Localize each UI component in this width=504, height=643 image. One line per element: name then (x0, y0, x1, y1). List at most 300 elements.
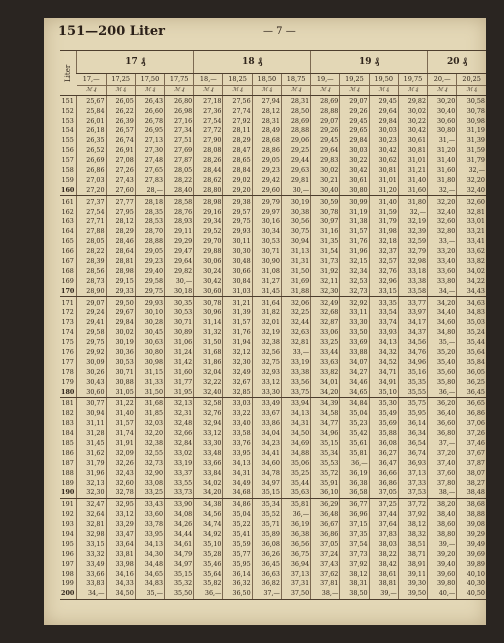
price-cell: 33,19 (281, 357, 310, 367)
liter-cell: 165 (61, 237, 74, 246)
price-cell: 28,98 (106, 266, 135, 276)
price-cell: 27,36 (194, 106, 223, 116)
price-cell: 30,53 (106, 357, 135, 367)
table-row (60, 357, 486, 367)
price-cell: 36,74 (398, 448, 427, 458)
price-cell: 27,72 (194, 126, 223, 136)
price-cell: 34,20 (194, 488, 223, 498)
liter-cell: 181 (61, 399, 74, 408)
price-cell: 34,65 (340, 387, 369, 397)
table-row (60, 296, 486, 307)
price-cell: 37,31 (281, 579, 310, 589)
price-cell: 35,25 (281, 468, 310, 478)
price-cell: 40,10 (457, 569, 486, 579)
price-cell: 35,16 (398, 367, 427, 377)
price-cell: 34,20 (428, 296, 457, 307)
price-cell: 33,60 (428, 266, 457, 276)
price-cell: 27,54 (194, 116, 223, 126)
price-cell: 38,12 (398, 519, 427, 529)
price-cell: 36,96 (340, 510, 369, 520)
price-cell: 34,79 (165, 549, 194, 559)
price-cell: 31,80 (428, 175, 457, 185)
price-cell: 34,78 (252, 468, 281, 478)
price-cell: 30,22 (340, 155, 369, 165)
price-cell: 30,53 (165, 308, 194, 318)
price-column-header: 18,25 (223, 74, 252, 86)
price-cell: 28,70 (135, 227, 164, 237)
price-cell: 30,26 (77, 367, 106, 377)
price-cell: 26,57 (106, 126, 135, 136)
price-cell: 29,58 (77, 327, 106, 337)
price-cell: 30,45 (135, 327, 164, 337)
price-cell: 36,25 (457, 377, 486, 387)
price-cell: 29,29 (165, 236, 194, 246)
table-row (60, 286, 486, 296)
price-cell: 35,23 (340, 419, 369, 429)
price-cell: 26,39 (106, 116, 135, 126)
price-cell: 37,67 (457, 448, 486, 458)
price-cell: 35,50 (165, 589, 194, 599)
price-cell: 33,25 (311, 337, 340, 347)
liter-cell: 174 (61, 328, 74, 337)
price-cell: 33,82 (457, 256, 486, 266)
price-cell: 33,66 (194, 458, 223, 468)
liter-cell: 157 (61, 156, 74, 165)
price-cell: 34,56 (398, 337, 427, 347)
price-cell: 27,92 (223, 116, 252, 126)
price-cell: 26,69 (77, 155, 106, 165)
table-row (60, 106, 486, 116)
price-cell: 30,97 (311, 217, 340, 227)
price-cell: 28,88 (281, 126, 310, 136)
liter-cell: 184 (61, 429, 74, 438)
price-cell: 28,73 (77, 276, 106, 286)
price-cell: 38,32 (398, 529, 427, 539)
price-cell: 33,20 (428, 246, 457, 256)
price-cell: 29,26 (340, 106, 369, 116)
price-cell: 26,80 (165, 96, 194, 106)
price-cell: 30,03 (369, 126, 398, 136)
price-cell: 30,30 (223, 246, 252, 256)
price-cell: 39,69 (457, 549, 486, 559)
price-cell: 30,60 (428, 116, 457, 126)
price-cell: 31,50 (281, 266, 310, 276)
price-cell: 31,20 (428, 145, 457, 155)
price-cell: 36,27 (369, 448, 398, 458)
liter-cell: 152 (61, 106, 74, 115)
price-cell: 30,77 (77, 397, 106, 408)
price-cell: 29,58 (135, 276, 164, 286)
price-cell: 31,57 (106, 419, 135, 429)
price-cell: 27,74 (223, 106, 252, 116)
price-cell: 30,94 (77, 409, 106, 419)
price-cell: 27,18 (194, 96, 223, 106)
table-row (60, 236, 486, 246)
liter-cell: 173 (61, 318, 74, 327)
price-cell: 34,61 (165, 539, 194, 549)
price-cell: 33,95 (223, 448, 252, 458)
price-cell: 36,86 (311, 529, 340, 539)
price-cell: 27,08 (106, 155, 135, 165)
price-cell: 32,80 (428, 227, 457, 237)
price-cell: 31,96 (77, 468, 106, 478)
price-cell: 30,02 (106, 327, 135, 337)
price-cell: 37,05 (369, 488, 398, 498)
unit-label: ℳ ₰ (398, 86, 427, 96)
price-cell: 37,54 (340, 539, 369, 549)
price-cell: 37,44 (369, 510, 398, 520)
price-cell: 34,08 (165, 510, 194, 520)
price-cell: 29,15 (106, 276, 135, 286)
price-cell: 36,60 (428, 419, 457, 429)
price-cell: 32,63 (281, 327, 310, 337)
price-cell: 34,88 (281, 448, 310, 458)
unit-label: ℳ ₰ (428, 86, 457, 96)
price-cell: 34,02 (194, 478, 223, 488)
price-cell: 35,84 (457, 357, 486, 367)
price-cell: 33,98 (106, 559, 135, 569)
price-cell: 28,53 (135, 217, 164, 227)
price-cell: 27,48 (135, 155, 164, 165)
liter-cell: 177 (61, 357, 74, 366)
price-cell: 33,15 (369, 286, 398, 296)
price-cell: 35,95 (398, 409, 427, 419)
price-cell: 35,88 (369, 428, 398, 438)
table-row (60, 207, 486, 217)
price-cell: 35,06 (281, 458, 310, 468)
price-cell: 34,44 (165, 529, 194, 539)
price-cell: 32,98 (398, 256, 427, 266)
price-cell: 31,15 (135, 367, 164, 377)
price-cell: 35,80 (428, 377, 457, 387)
price-cell: 30,42 (194, 276, 223, 286)
price-cell: 38,88 (457, 510, 486, 520)
price-cell: 37,50 (281, 589, 310, 599)
price-cell: 32,31 (165, 409, 194, 419)
price-cell: 37,64 (369, 519, 398, 529)
price-cell: 34,38 (194, 498, 223, 509)
unit-label: ℳ ₰ (77, 86, 106, 96)
price-cell: 28,47 (223, 145, 252, 155)
price-cell: 31,79 (457, 155, 486, 165)
price-cell: 31,88 (281, 286, 310, 296)
price-cell: 35,15 (252, 488, 281, 498)
price-cell: 33,29 (106, 519, 135, 529)
price-cell: 29,45 (340, 116, 369, 126)
price-cell: 28,29 (223, 136, 252, 146)
price-cell: 29,64 (165, 256, 194, 266)
price-cell: 35,46 (194, 559, 223, 569)
price-cell: 28,— (135, 185, 164, 195)
price-cell: 38,42 (369, 559, 398, 569)
price-group-header: 17 ₰ (77, 51, 194, 74)
price-cell: 33,54 (369, 308, 398, 318)
price-cell: 36,32 (223, 579, 252, 589)
price-cell: 30,40 (311, 185, 340, 195)
price-cell: 29,75 (223, 217, 252, 227)
price-cell: 32,57 (369, 256, 398, 266)
price-column-header: 20,25 (457, 74, 486, 86)
price-cell: 32,98 (77, 529, 106, 539)
price-cell: 34,96 (311, 428, 340, 438)
price-cell: 29,84 (340, 136, 369, 146)
price-cell: 37,13 (281, 569, 310, 579)
price-cell: 30,78 (194, 296, 223, 307)
price-cell: 34,04 (252, 428, 281, 438)
table-row (60, 246, 486, 256)
price-cell: 32,20 (457, 175, 486, 185)
price-cell: 28,69 (311, 96, 340, 106)
price-cell: 29,81 (281, 175, 310, 185)
price-cell: 30,42 (369, 145, 398, 155)
price-cell: 31,60 (398, 185, 427, 195)
price-cell: 33,74 (369, 318, 398, 328)
price-cell: 38,07 (457, 468, 486, 478)
price-cell: 27,69 (165, 145, 194, 155)
price-cell: 29,05 (135, 246, 164, 256)
price-cell: 34,46 (340, 377, 369, 387)
price-cell: 26,74 (106, 136, 135, 146)
price-cell: 37,15 (340, 519, 369, 529)
price-cell: 31,33 (135, 377, 164, 387)
price-cell: 37,06 (457, 419, 486, 429)
price-cell: 36,38 (281, 529, 310, 539)
price-cell: 30,23 (369, 136, 398, 146)
price-cell: 34,56 (194, 510, 223, 520)
liter-cell: 188 (61, 468, 74, 477)
price-cell: 34,83 (457, 308, 486, 318)
price-cell: 32,78 (106, 488, 135, 498)
table-row (60, 116, 486, 126)
price-cell: 33,— (281, 347, 310, 357)
price-cell: 32,87 (311, 318, 340, 328)
price-cell: 28,46 (106, 236, 135, 246)
price-cell: 33,58 (223, 428, 252, 438)
price-cell: 31,76 (223, 327, 252, 337)
price-cell: 35,03 (457, 318, 486, 328)
price-cell: 31,60 (428, 165, 457, 175)
price-cell: 32,43 (106, 468, 135, 478)
table-row (60, 579, 486, 589)
price-cell: 28,12 (252, 106, 281, 116)
price-cell: 37,53 (398, 488, 427, 498)
price-cell: 36,94 (281, 559, 310, 569)
price-cell: 28,64 (106, 246, 135, 256)
liter-cell: 190 (60, 488, 77, 498)
price-cell: 29,92 (77, 347, 106, 357)
unit-label: ℳ ₰ (311, 86, 340, 96)
price-cell: 32,06 (281, 296, 310, 307)
price-cell: 31,76 (340, 236, 369, 246)
price-cell: 35,22 (223, 519, 252, 529)
price-cell: 28,35 (135, 207, 164, 217)
price-cell: 32,48 (165, 419, 194, 429)
price-cell: 33,15 (77, 539, 106, 549)
price-cell: 37,62 (311, 569, 340, 579)
price-cell: 28,39 (77, 256, 106, 266)
price-cell: 32,59 (398, 236, 427, 246)
price-cell: 30,06 (194, 256, 223, 266)
price-cell: 29,93 (223, 227, 252, 237)
price-cell: 30,19 (106, 337, 135, 347)
price-cell: 33,06 (311, 327, 340, 337)
table-row (60, 318, 486, 328)
price-cell: 30,02 (398, 106, 427, 116)
price-cell: 33,97 (398, 308, 427, 318)
table-row (60, 347, 486, 357)
table-row (60, 276, 486, 286)
price-cell: 34,13 (369, 337, 398, 347)
price-cell: 29,26 (311, 126, 340, 136)
price-cell: 35,15 (311, 438, 340, 448)
price-cell: 33,80 (428, 276, 457, 286)
price-cell: 36,05 (457, 367, 486, 377)
table-row (60, 377, 486, 387)
table-row (60, 448, 486, 458)
table-row (60, 428, 486, 438)
liter-cell: 161 (61, 197, 74, 206)
price-cell: 29,50 (106, 296, 135, 307)
price-cell: 37,43 (311, 559, 340, 569)
price-cell: 32,30 (223, 357, 252, 367)
price-cell: 33,49 (77, 559, 106, 569)
price-cell: 36,65 (457, 397, 486, 408)
liter-cell: 197 (61, 559, 74, 568)
price-cell: 31,73 (311, 256, 340, 266)
price-cell: 38,22 (369, 549, 398, 559)
price-cell: 31,42 (165, 357, 194, 367)
price-cell: 32,67 (223, 377, 252, 387)
price-cell: 31,80 (398, 195, 427, 206)
price-header-row (60, 74, 486, 86)
price-cell: 32,— (398, 207, 427, 217)
price-cell: 32,40 (428, 207, 457, 217)
price-cell: 30,22 (398, 116, 427, 126)
price-cell: 33,41 (457, 236, 486, 246)
price-cell: 38,27 (457, 478, 486, 488)
price-cell: 33,76 (223, 438, 252, 448)
price-cell: 31,50 (135, 387, 164, 397)
price-cell: 29,64 (311, 145, 340, 155)
price-cell: 32,90 (135, 468, 164, 478)
price-cell: 32,60 (106, 478, 135, 488)
price-cell: 36,14 (398, 419, 427, 429)
price-cell: 35,10 (194, 539, 223, 549)
price-cell: 32,75 (252, 357, 281, 367)
price-cell: 32,81 (281, 337, 310, 347)
price-cell: 30,81 (398, 145, 427, 155)
price-cell: 31,57 (340, 227, 369, 237)
price-cell: 29,64 (369, 106, 398, 116)
price-cell: 28,81 (106, 256, 135, 266)
price-cell: 27,95 (106, 207, 135, 217)
liter-cell: 186 (61, 448, 74, 457)
price-cell: 26,35 (77, 136, 106, 146)
liter-cell: 198 (61, 569, 74, 578)
price-cell: 31,35 (311, 236, 340, 246)
price-cell: 34,39 (311, 397, 340, 408)
price-cell: 29,07 (311, 116, 340, 126)
price-cell: 33,37 (165, 468, 194, 478)
price-column-header: 17,50 (135, 74, 164, 86)
price-cell: 34,60 (252, 458, 281, 468)
price-cell: 34,32 (369, 347, 398, 357)
price-cell: 27,71 (77, 217, 106, 227)
price-cell: 27,60 (106, 185, 135, 195)
price-column-header: 17,25 (106, 74, 135, 86)
price-cell: 29,75 (77, 337, 106, 347)
price-cell: 32,95 (106, 498, 135, 509)
price-cell: 34,— (428, 286, 457, 296)
price-cell: 29,84 (106, 318, 135, 328)
price-cell: 30,71 (252, 246, 281, 256)
price-cell: 32,60 (457, 195, 486, 206)
table-row (60, 510, 486, 520)
price-cell: 33,22 (223, 409, 252, 419)
price-cell: 33,78 (135, 519, 164, 529)
price-cell: 33,86 (252, 419, 281, 429)
unit-label: ℳ ₰ (369, 86, 398, 96)
price-cell: 26,95 (135, 126, 164, 136)
price-cell: 30,61 (398, 136, 427, 146)
price-cell: 36,19 (340, 468, 369, 478)
price-cell: 26,78 (135, 116, 164, 126)
price-cell: 27,43 (106, 175, 135, 185)
price-cell: 39,89 (457, 559, 486, 569)
price-cell: 35,34 (252, 498, 281, 509)
price-cell: 28,11 (223, 126, 252, 136)
price-cell: 37,92 (340, 559, 369, 569)
price-cell: 34,68 (223, 488, 252, 498)
price-cell: 38,48 (457, 488, 486, 498)
price-cell: 29,16 (194, 207, 223, 217)
unit-label: ℳ ₰ (135, 86, 164, 96)
price-cell: 34,— (77, 589, 106, 599)
table-row (60, 589, 486, 599)
price-cell: 34,48 (135, 559, 164, 569)
price-cell: 33,12 (252, 377, 281, 387)
price-cell: 30,20 (428, 96, 457, 106)
price-cell: 35,81 (340, 448, 369, 458)
price-cell: 33,35 (369, 296, 398, 307)
price-cell: 37,24 (311, 549, 340, 559)
price-cell: 31,79 (77, 458, 106, 468)
price-cell: 30,78 (311, 207, 340, 217)
price-cell: 28,58 (165, 195, 194, 206)
liter-cell: 166 (61, 247, 74, 256)
price-cell: 26,18 (77, 126, 106, 136)
liter-cell: 189 (61, 478, 74, 487)
price-cell: 30,48 (223, 256, 252, 266)
price-cell: 39,30 (398, 579, 427, 589)
price-cell: 30,36 (106, 347, 135, 357)
price-cell: 33,40 (428, 256, 457, 266)
price-cell: 36,58 (340, 488, 369, 498)
price-cell: 29,70 (194, 236, 223, 246)
price-cell: 35,82 (194, 579, 223, 589)
price-cell: 38,81 (369, 579, 398, 589)
price-cell: 26,05 (106, 96, 135, 106)
page-title: 151—200 Liter (58, 24, 166, 39)
price-cell: 30,18 (165, 286, 194, 296)
price-cell: 31,11 (77, 419, 106, 429)
price-cell: 30,19 (281, 195, 310, 206)
price-cell: 31,45 (77, 438, 106, 448)
price-group-header: 18 ₰ (194, 51, 311, 74)
price-cell: 28,93 (165, 217, 194, 227)
price-cell: 33,18 (398, 266, 427, 276)
price-cell: 34,77 (311, 419, 340, 429)
